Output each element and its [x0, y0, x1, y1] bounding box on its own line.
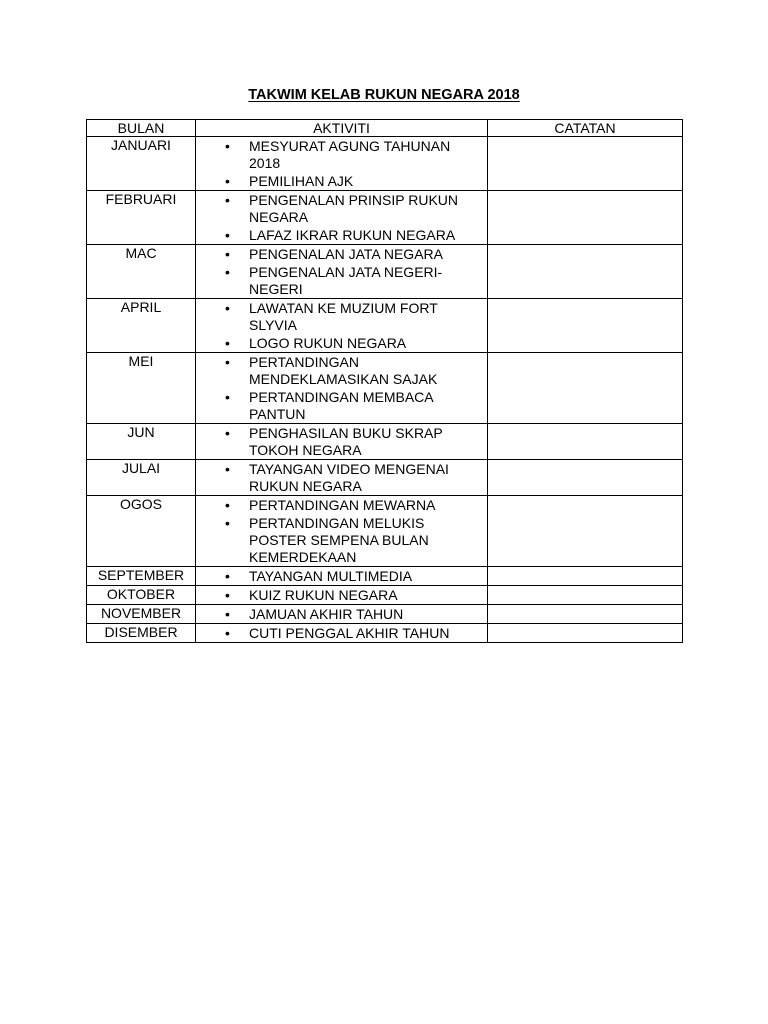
activity-list — [196, 246, 487, 298]
header-aktiviti: AKTIVITI — [196, 120, 488, 137]
activity-item: • PERTANDINGAN MELUKIS POSTER SEMPENA BULAN KEMERDEKAAN — [196, 515, 487, 566]
table-row — [87, 567, 683, 586]
activity-item: • PENGENALAN JATA NEGARA — [196, 246, 487, 263]
cell-bulan: JUN — [87, 424, 196, 460]
takwim-table — [86, 119, 683, 643]
cell-catatan — [488, 191, 683, 245]
cell-bulan: DISEMBER — [87, 624, 196, 643]
header-catatan: CATATAN — [488, 120, 683, 137]
cell-aktiviti — [196, 353, 488, 424]
cell-aktiviti — [196, 299, 488, 353]
cell-catatan — [488, 245, 683, 299]
table-row — [87, 605, 683, 624]
table-row — [87, 137, 683, 191]
cell-bulan: OGOS — [87, 496, 196, 567]
cell-catatan — [488, 424, 683, 460]
cell-aktiviti — [196, 424, 488, 460]
table-row — [87, 624, 683, 643]
cell-catatan — [488, 586, 683, 605]
table-row — [87, 191, 683, 245]
activity-list — [196, 606, 487, 623]
cell-bulan: JULAI — [87, 460, 196, 496]
activity-item: • JAMUAN AKHIR TAHUN — [196, 606, 487, 623]
cell-catatan — [488, 460, 683, 496]
activity-item: • MESYURAT AGUNG TAHUNAN 2018 — [196, 138, 487, 172]
cell-aktiviti — [196, 496, 488, 567]
table-row — [87, 299, 683, 353]
cell-aktiviti — [196, 137, 488, 191]
activity-list — [196, 425, 487, 459]
cell-catatan — [488, 353, 683, 424]
cell-catatan — [488, 605, 683, 624]
cell-aktiviti — [196, 586, 488, 605]
cell-bulan: MAC — [87, 245, 196, 299]
cell-catatan — [488, 496, 683, 567]
cell-catatan — [488, 299, 683, 353]
activity-list — [196, 625, 487, 642]
activity-list — [196, 497, 487, 566]
table-row — [87, 424, 683, 460]
cell-bulan: NOVEMBER — [87, 605, 196, 624]
cell-aktiviti — [196, 605, 488, 624]
activity-list — [196, 300, 487, 352]
activity-list — [196, 138, 487, 190]
activity-list — [196, 192, 487, 244]
activity-list — [196, 568, 487, 585]
cell-bulan: JANUARI — [87, 137, 196, 191]
table-row — [87, 586, 683, 605]
activity-item: • PEMILIHAN AJK — [196, 173, 487, 190]
cell-bulan: APRIL — [87, 299, 196, 353]
table-row — [87, 245, 683, 299]
table-row — [87, 460, 683, 496]
table-row — [87, 353, 683, 424]
cell-bulan: FEBRUARI — [87, 191, 196, 245]
activity-item: • LOGO RUKUN NEGARA — [196, 335, 487, 352]
activity-item: • PENGHASILAN BUKU SKRAP TOKOH NEGARA — [196, 425, 487, 459]
header-bulan: BULAN — [87, 120, 196, 137]
table-row — [87, 496, 683, 567]
activity-item: • KUIZ RUKUN NEGARA — [196, 587, 487, 604]
activity-item: • CUTI PENGGAL AKHIR TAHUN — [196, 625, 487, 642]
cell-catatan — [488, 567, 683, 586]
activity-item: • PENGENALAN JATA NEGERI-NEGERI — [196, 264, 487, 298]
activity-item: • PENGENALAN PRINSIP RUKUN NEGARA — [196, 192, 487, 226]
table-header-row — [87, 120, 683, 137]
activity-list — [196, 587, 487, 604]
activity-item: • TAYANGAN MULTIMEDIA — [196, 568, 487, 585]
cell-catatan — [488, 137, 683, 191]
cell-aktiviti — [196, 191, 488, 245]
activity-item: • PERTANDINGAN MENDEKLAMASIKAN SAJAK — [196, 354, 487, 388]
cell-aktiviti — [196, 245, 488, 299]
cell-bulan: OKTOBER — [87, 586, 196, 605]
activity-item: • LAWATAN KE MUZIUM FORT SLYVIA — [196, 300, 487, 334]
cell-aktiviti — [196, 460, 488, 496]
activity-item: • PERTANDINGAN MEMBACA PANTUN — [196, 389, 487, 423]
document-title: TAKWIM KELAB RUKUN NEGARA 2018 — [248, 87, 520, 103]
cell-bulan: SEPTEMBER — [87, 567, 196, 586]
cell-bulan: MEI — [87, 353, 196, 424]
activity-list — [196, 461, 487, 495]
table-body — [87, 137, 683, 643]
activity-item: • PERTANDINGAN MEWARNA — [196, 497, 487, 514]
activity-item: • TAYANGAN VIDEO MENGENAI RUKUN NEGARA — [196, 461, 487, 495]
activity-list — [196, 354, 487, 423]
cell-catatan — [488, 624, 683, 643]
cell-aktiviti — [196, 567, 488, 586]
activity-item: • LAFAZ IKRAR RUKUN NEGARA — [196, 227, 487, 244]
cell-aktiviti — [196, 624, 488, 643]
